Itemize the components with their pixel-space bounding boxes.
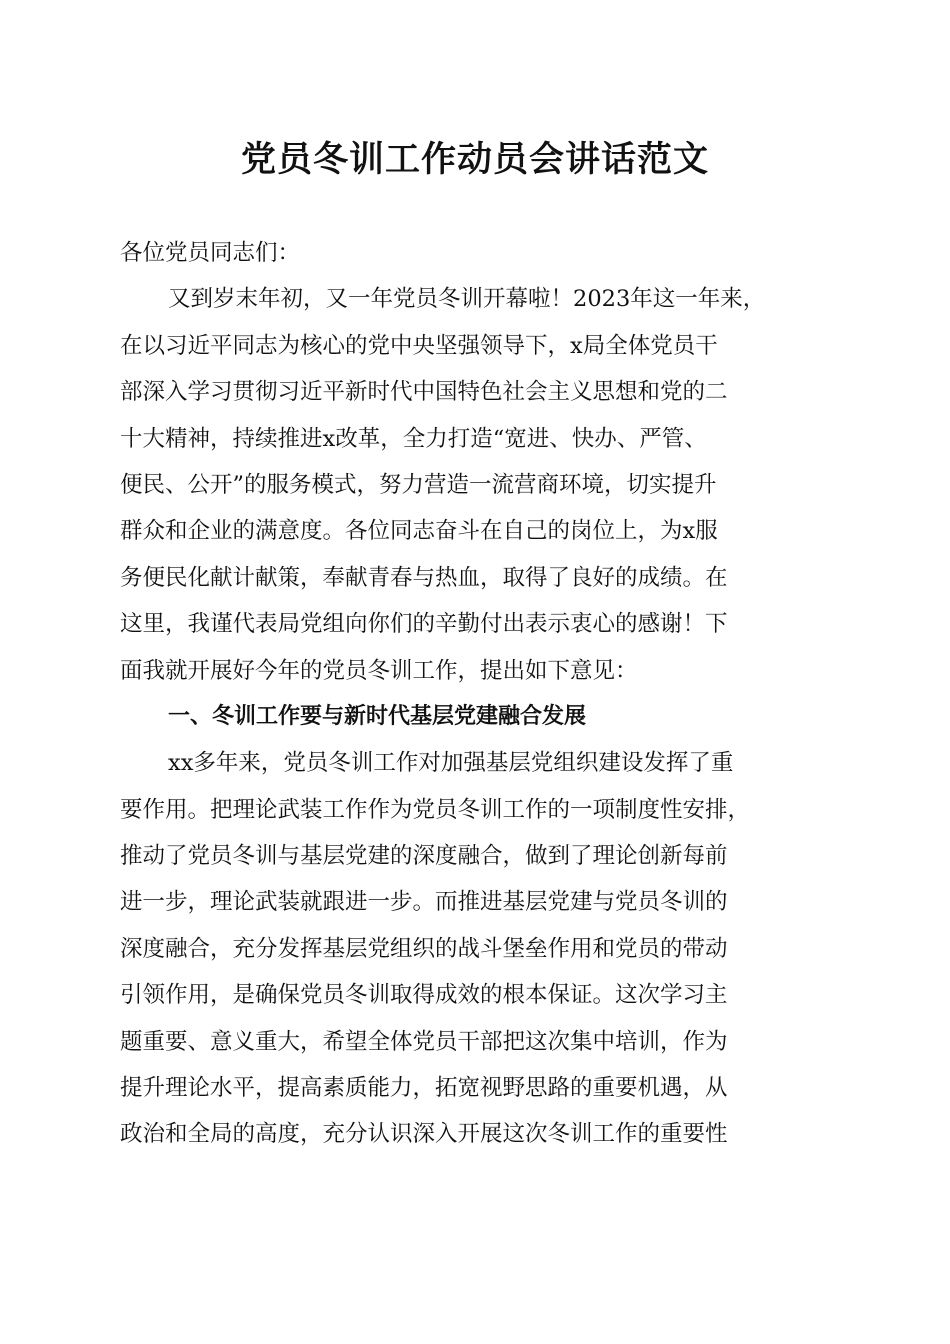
paragraph-line: 提升理论水平，提高素质能力，拓宽视野思路的重要机遇，从: [120, 1075, 728, 1102]
paragraph-line: 又到岁末年初，又一年党员冬训开幕啦！2023年这一年来，: [168, 286, 766, 313]
document-body: [120, 230, 832, 1158]
paragraph-line: 十大精神，持续推进x改革，全力打造“宽进、快办、严管、: [120, 425, 707, 452]
paragraph-line: 深度融合，充分发挥基层党组织的战斗堡垒作用和党员的带动: [120, 935, 728, 962]
document-title: 党员冬训工作动员会讲话范文: [240, 139, 709, 180]
paragraph-line: 这里，我谨代表局党组向你们的辛勤付出表示衷心的感谢！下: [120, 611, 728, 638]
paragraph-line: 要作用。把理论武装工作作为党员冬训工作的一项制度性安排，: [120, 796, 751, 823]
paragraph-line: 题重要、意义重大，希望全体党员干部把这次集中培训，作为: [120, 1028, 728, 1055]
paragraph-line: 政治和全局的高度，充分认识深入开展这次冬训工作的重要性: [120, 1121, 728, 1148]
paragraph-line: 便民、公开”的服务模式，努力营造一流营商环境，切实提升: [120, 471, 717, 498]
paragraph-line: 群众和企业的满意度。各位同志奋斗在自己的岗位上，为x服: [120, 518, 718, 545]
paragraph-line: 面我就开展好今年的党员冬训工作，提出如下意见：: [120, 657, 638, 684]
paragraph-line: 务便民化献计献策，奉献青春与热血，取得了良好的成绩。在: [120, 564, 728, 591]
paragraph-line: 引领作用，是确保党员冬训取得成效的根本保证。这次学习主: [120, 982, 728, 1009]
salutation-line: 各位党员同志们：: [120, 240, 301, 266]
paragraph-line: 进一步，理论武装就跟进一步。而推进基层党建与党员冬训的: [120, 889, 728, 916]
paragraph-line: xx多年来，党员冬训工作对加强基层党组织建设发挥了重: [168, 750, 734, 777]
section-heading: 一、冬训工作要与新时代基层党建融合发展: [168, 703, 587, 729]
paragraph-line: 部深入学习贯彻习近平新时代中国特色社会主义思想和党的二: [120, 379, 728, 406]
paragraph-line: 推动了党员冬训与基层党建的深度融合，做到了理论创新每前: [120, 843, 728, 870]
paragraph-line: 在以习近平同志为核心的党中央坚强领导下，x局全体党员干: [120, 332, 718, 359]
